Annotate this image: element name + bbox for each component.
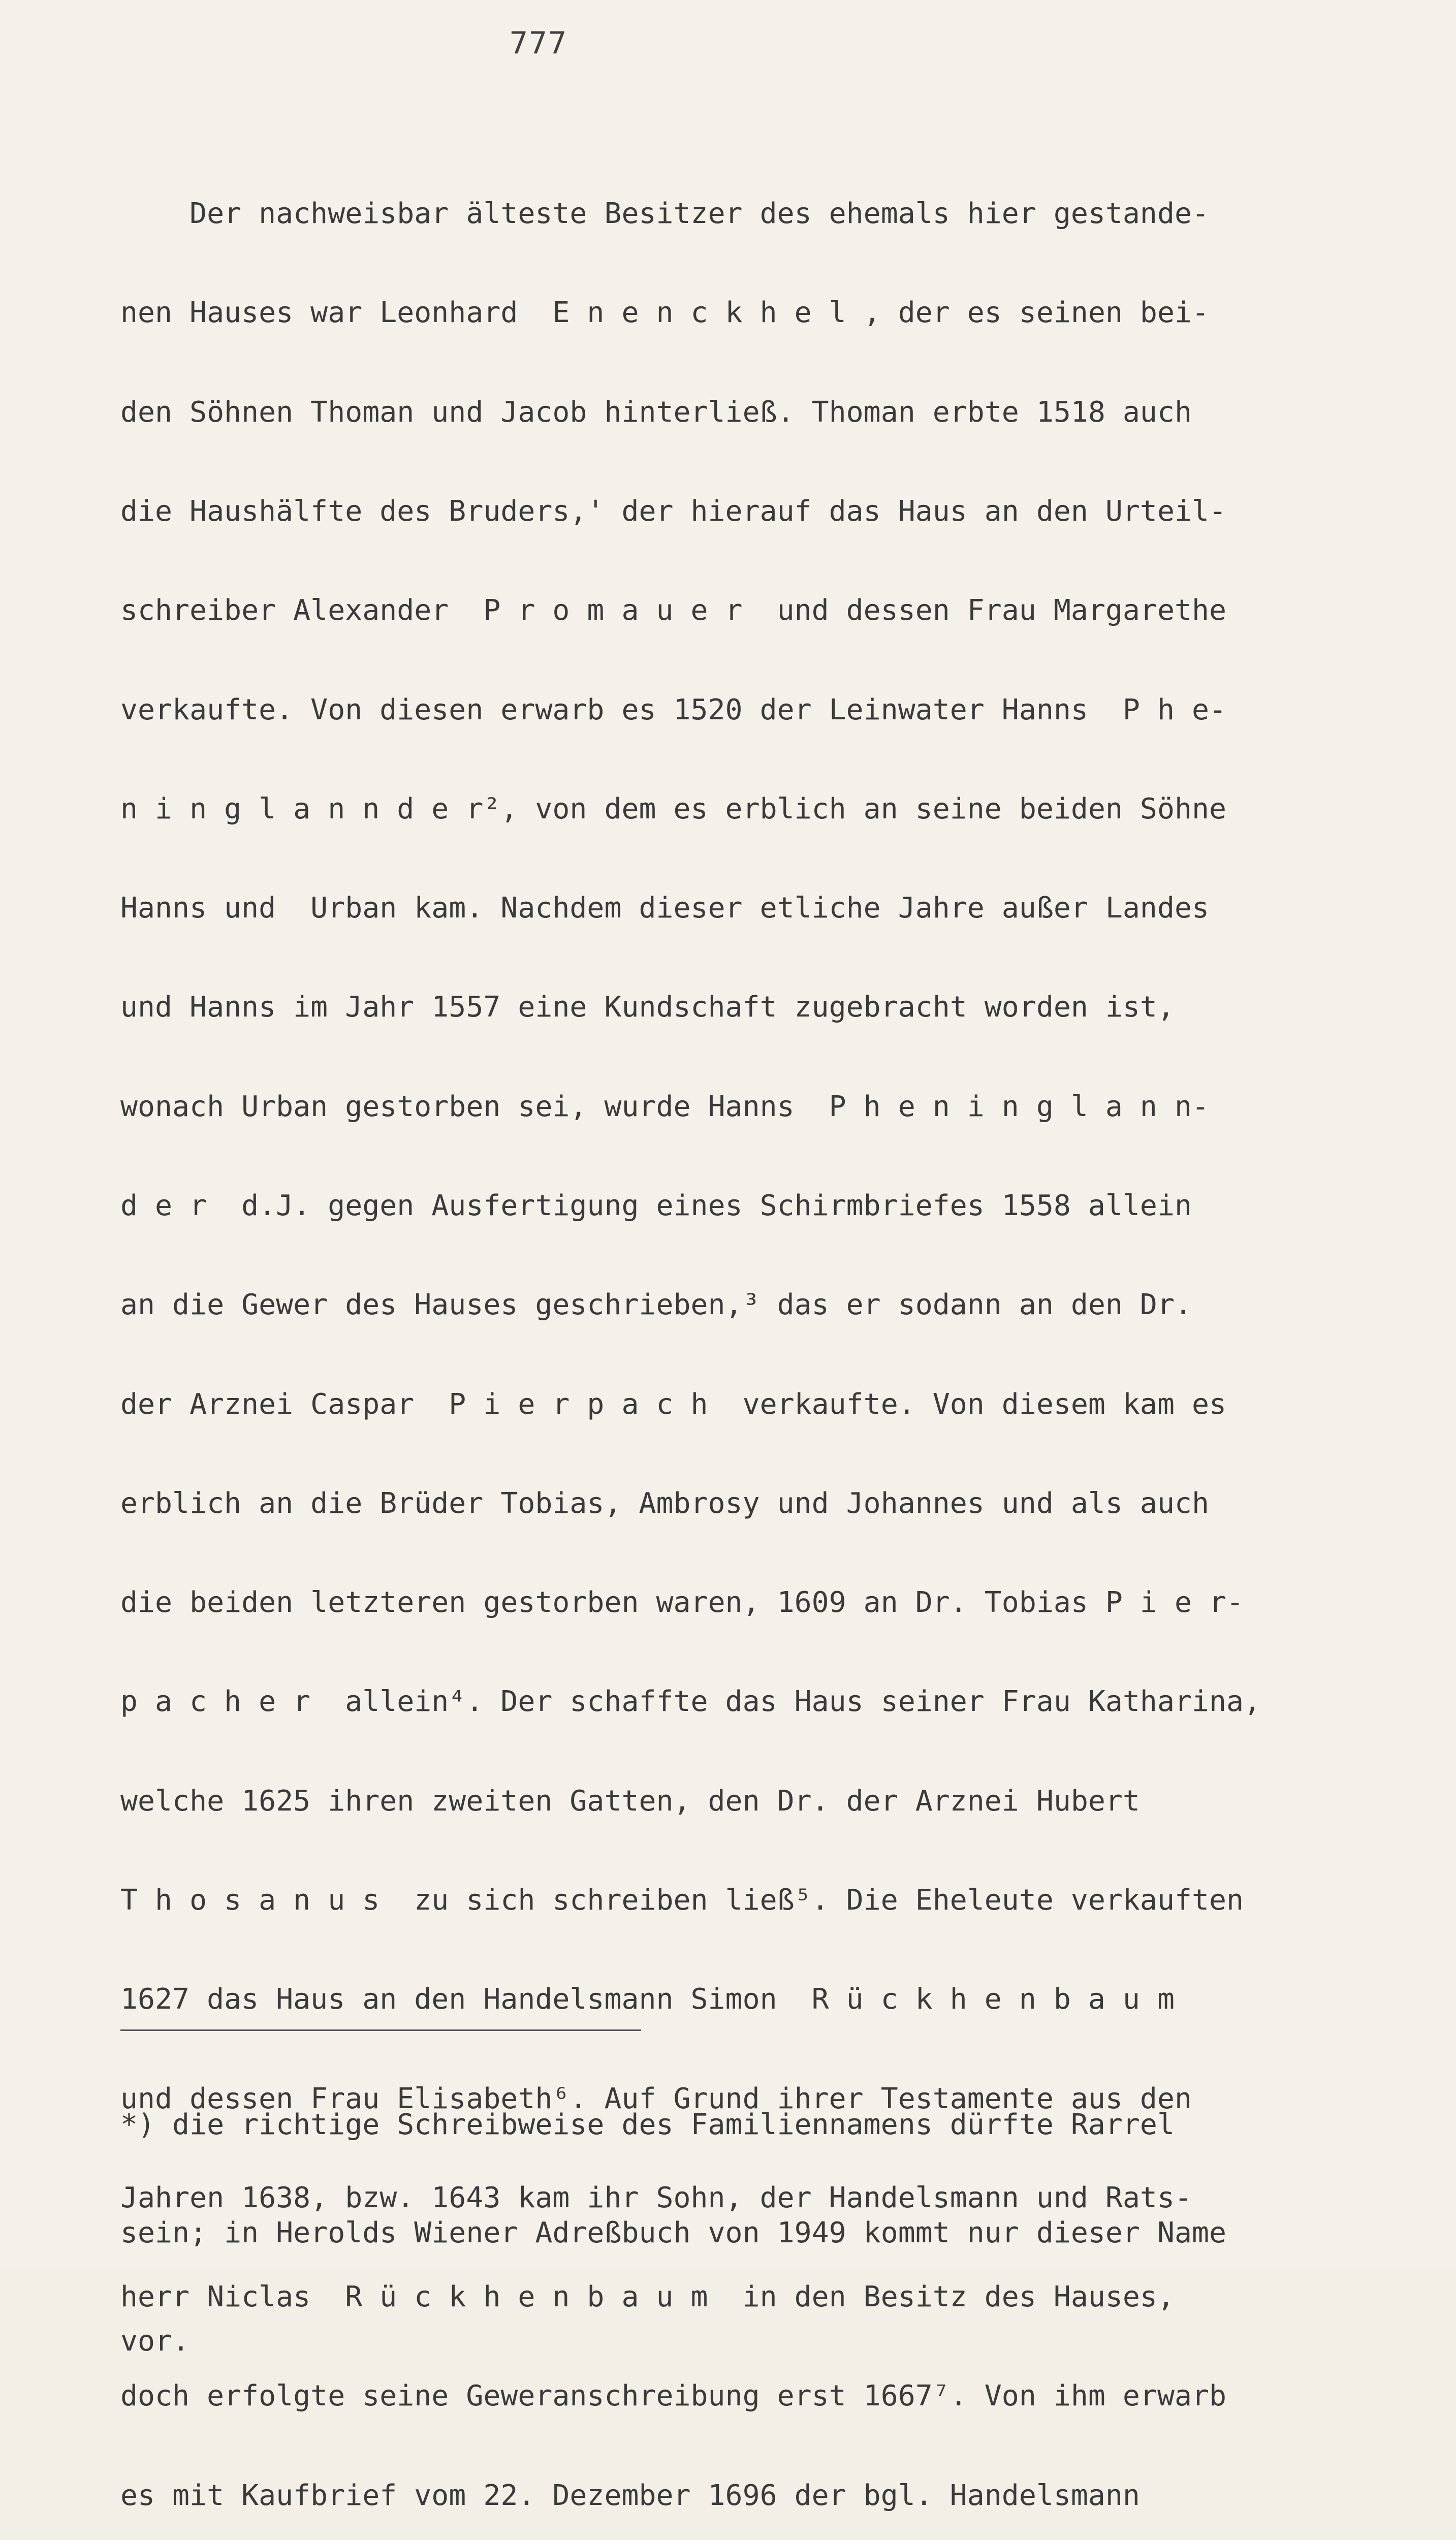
text-line: d e r d.J. gegen Ausfertigung eines Schirmbriefes 1558 allein xyxy=(120,1189,1192,1222)
text-line: verkaufte. Von diesen erwarb es 1520 der Leinwater Hanns P h e- xyxy=(120,693,1227,726)
text-line: welche 1625 ihren zweiten Gatten, den Dr. der Arznei Hubert xyxy=(120,1784,1140,1818)
text-line: nen Hauses war Leonhard E n e n c k h e l , der es seinen bei- xyxy=(120,296,1209,330)
text-line: Hanns und Urban kam. Nachdem dieser etliche Jahre außer Landes xyxy=(120,892,1209,925)
text-line: den Söhnen Thoman und Jacob hinterließ. Thoman erbte 1518 auch xyxy=(120,395,1192,429)
text-line: 1627 das Haus an den Handelsmann Simon R ü c k h e n b a u m xyxy=(120,1983,1175,2016)
text-line: Der nachweisbar älteste Besitzer des ehemals hier gestande- xyxy=(120,197,1209,231)
text-line: erblich an die Brüder Tobias, Ambrosy und Johannes und als auch xyxy=(120,1486,1209,1520)
footnote xyxy=(120,2031,1401,2431)
text-line: der Arznei Caspar P i e r p a c h verkaufte. Von diesem kam es xyxy=(120,1387,1227,1421)
page-number: 777 xyxy=(509,25,568,61)
text-line: die Haushälfte des Bruders,' der hierauf das Haus an den Urteil- xyxy=(120,495,1227,528)
text-line: herr Niclas R ü c k h e n b a u m in den Besitz des Hauses, xyxy=(120,2280,1175,2314)
text-line: n i n g l a n n d e r², von dem es erblich an seine beiden Söhne xyxy=(120,792,1227,826)
footnote-line: sein; in Herolds Wiener Adreßbuch von 1949 kommt nur dieser Name xyxy=(120,2216,1227,2250)
text-line: doch erfolgte seine Geweranschreibung erst 1667⁷. Von ihm erwarb xyxy=(120,2379,1227,2413)
text-line: Jahren 1638, bzw. 1643 kam ihr Sohn, der Handelsmann und Rats- xyxy=(120,2181,1192,2214)
text-line: p a c h e r allein⁴. Der schaffte das Haus seiner Frau Katharina, xyxy=(120,1685,1261,1719)
footnote-line: vor. xyxy=(120,2325,190,2358)
text-line: an die Gewer des Hauses geschrieben,³ das er sodann an den Dr. xyxy=(120,1288,1192,1322)
footnote-line: *) die richtige Schreibweise des Familiennamens dürfte Rarrel xyxy=(120,2108,1175,2141)
text-line: die beiden letzteren gestorben waren, 1609 an Dr. Tobias P i e r- xyxy=(120,1586,1244,1620)
text-line: und Hanns im Jahr 1557 eine Kundschaft zugebracht worden ist, xyxy=(120,991,1175,1024)
text-line: schreiber Alexander P r o m a u e r und dessen Frau Margarethe xyxy=(120,594,1227,627)
text-line: T h o s a n u s zu sich schreiben ließ⁵. Die Eheleute verkauften xyxy=(120,1883,1244,1917)
text-line: es mit Kaufbrief vom 22. Dezember 1696 der bgl. Handelsmann xyxy=(120,2479,1140,2512)
text-line: und dessen Frau Elisabeth⁶. Auf Grund ihrer Testamente aus den xyxy=(120,2082,1192,2115)
text-line: wonach Urban gestorben sei, wurde Hanns P h e n i n g l a n n- xyxy=(120,1090,1209,1123)
